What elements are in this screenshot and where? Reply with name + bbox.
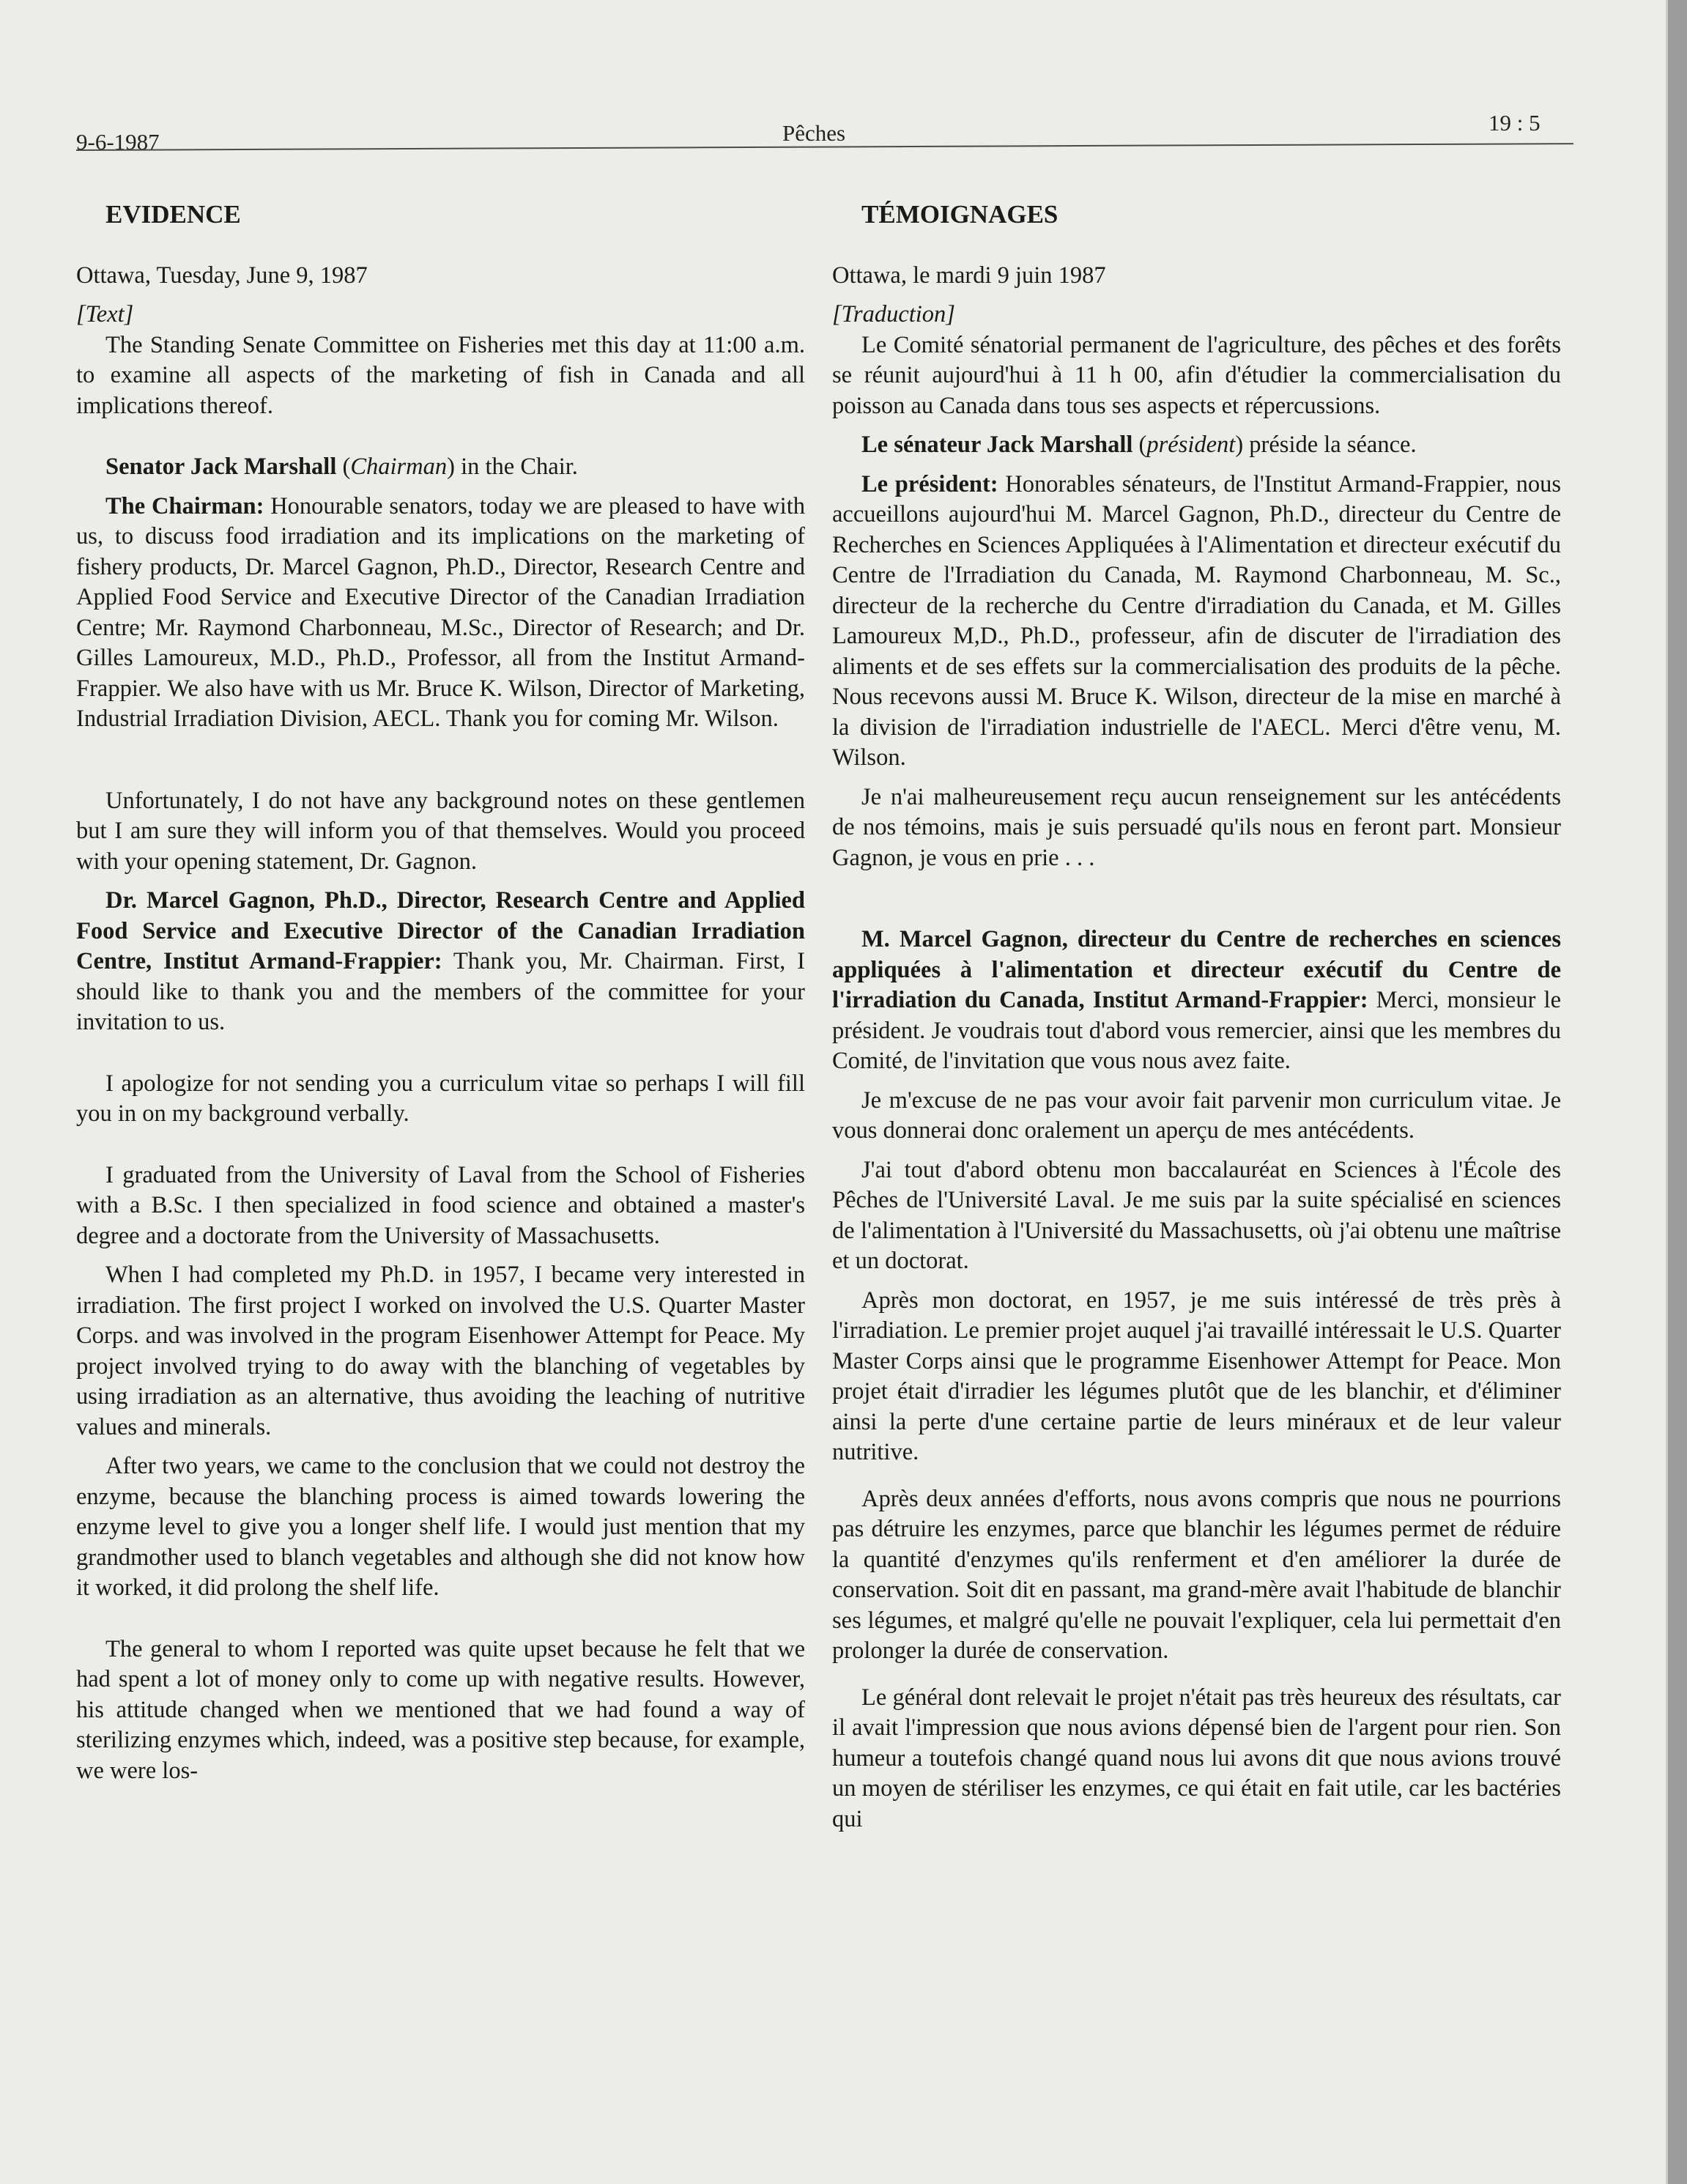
speaker-name: Le président: <box>861 470 998 497</box>
chair-line: Le sénateur Jack Marshall (président) préside la séance. <box>861 432 1417 458</box>
speaker-name: M. Marcel Gagnon, directeur du Centre de recherches en sciences appliquées à l'alimentation et directeur exécutif du Centre de l'irradiation du Canada, Institut Armand-Frappier: <box>832 926 1561 1013</box>
paragraph: When I had completed my Ph.D. in 1957, I became very interested in irradiation. The first project I worked on involved the U.S. Quarter Master Corps. and was involved in the program Eisenhower Attempt for Peace. My project involved trying to do away with the blanching of vegetables by using irradiation as an alternative, thus avoiding the leaching of nutritive values and minerals. <box>76 1262 805 1440</box>
paragraph: Le Comité sénatorial permanent de l'agriculture, des pêches et des forêts se réunit aujourd'hui à 11 h 00, afin d'étudier la commercialisation du poisson au Canada dans tous ses aspects et répercussions. <box>832 331 1561 419</box>
speaker-name: The Chairman: <box>105 492 264 519</box>
speaker-name: Dr. Marcel Gagnon, Ph.D., Director, Research Centre and Applied Food Service and Executive Director of the Canadian Irradiation Centre, Institut Armand-Frappier: <box>76 887 805 974</box>
paragraph: Après deux années d'efforts, nous avons compris que nous ne pourrions pas détruire les enzymes, parce que blanchir les légumes permet de réduire la quantité d'enzymes qu'ils renferment et d'en améliorer la durée de conservation. Soit dit en passant, ma grand-mère avait l'habitude de blanchir ses légumes, et malgré qu'elle ne pouvait l'expliquer, cela lui permettait d'en prolonger la durée de conservation. <box>832 1485 1561 1664</box>
paragraph: Le président: Honorables sénateurs, de l'Institut Armand-Frappier, nous accueillons aujourd'hui M. Marcel Gagnon, Ph.D., directeur du Centre de Recherches en Sciences Appliquées à l'Alimentation et directeur exécutif du Centre de l'Irradiation du Canada, M. Raymond Charbonneau, M. Sc., directeur de la recherche du Centre d'irradiation du Canada, et M. Gilles Lamoureux M,D., Ph.D., professeur, afin de discuter de l'irradiation des aliments et de ses effets sur la commercialisation des produits de la pêche. Nous recevons aussi M. Bruce K. Wilson, directeur de la mise en marché à la division de l'irradiation industrielle de l'AECL. Merci d'être venu, M. Wilson. <box>832 470 1561 771</box>
header-title: Pêches <box>782 120 846 146</box>
section-heading: TÉMOIGNAGES <box>861 200 1058 229</box>
paragraph: I apologize for not sending you a curriculum vitae so perhaps I will fill you in on my background verbally. <box>76 1070 805 1127</box>
paragraph: The Chairman: Honourable senators, today we are pleased to have with us, to discuss food irradiation and its implications on the marketing of fishery products, Dr. Marcel Gagnon, Ph.D., Director, Research Centre and Applied Food Service and Executive Director of the Canadian Irradiation Centre; Mr. Raymond Charbonneau, M.Sc., Director of Research; and Dr. Gilles Lamoureux, M.D., Ph.D., Professor, all from the Institut Armand-Frappier. We also have with us Mr. Bruce K. Wilson, Director of Marketing, Industrial Irradiation Division, AECL. Thank you for coming Mr. Wilson. <box>76 492 805 732</box>
paragraph: Je m'excuse de ne pas vour avoir fait parvenir mon curriculum vitae. Je vous donnerai donc oralement un aperçu de mes antécédents. <box>832 1087 1561 1144</box>
paragraph: I graduated from the University of Laval from the School of Fisheries with a B.Sc. I then specialized in food science and obtained a master's degree and a doctorate from the University of Massachusetts. <box>76 1161 805 1249</box>
dateline: Ottawa, le mardi 9 juin 1987 <box>832 262 1106 289</box>
paragraph: M. Marcel Gagnon, directeur du Centre de recherches en sciences appliquées à l'alimentation et directeur exécutif du Centre de l'irradiation du Canada, Institut Armand-Frappier: Merci, monsieur le président. Je voudrais tout d'abord vous remercier, ainsi que les membres du Comité, de l'invitation que vous nous avez faite. <box>832 926 1561 1074</box>
chair-line: Senator Jack Marshall (Chairman) in the Chair. <box>105 454 578 480</box>
paragraph: Unfortunately, I do not have any background notes on these gentlemen but I am sure they will inform you of that themselves. Would you proceed with your opening statement, Dr. Gagnon. <box>76 787 805 875</box>
section-heading: EVIDENCE <box>105 200 241 229</box>
paragraph: Le général dont relevait le projet n'était pas très heureux des résultats, car il avait l'impression que nous avions dépensé bien de l'argent pour rien. Son humeur a toutefois changé quand nous lui avons dit que nous avions trouvé un moyen de stériliser les enzymes, ce qui était en fait utile, car les bactéries qui <box>832 1684 1561 1832</box>
english-column <box>76 199 805 1786</box>
text-tag: [Text] <box>76 301 134 327</box>
page-edge <box>1668 0 1687 2184</box>
header-page-number: 19 : 5 <box>1488 110 1540 136</box>
french-column <box>832 199 1561 1835</box>
paragraph: Dr. Marcel Gagnon, Ph.D., Director, Research Centre and Applied Food Service and Executive Director of the Canadian Irradiation Centre, Institut Armand-Frappier: Thank you, Mr. Chairman. First, I should like to thank you and the members of the committee for your invitation to us. <box>76 887 805 1035</box>
paragraph: Après mon doctorat, en 1957, je me suis intéressé de très près à l'irradiation. Le premier projet auquel j'ai travaillé intéressait le U.S. Quarter Master Corps ainsi que le programme Eisenhower Attempt for Peace. Mon projet était d'irradier les légumes plutôt que de les blanchir, et d'éliminer ainsi la perte d'une certaine partie de leurs minéraux et de leur valeur nutritive. <box>832 1287 1561 1465</box>
paragraph: After two years, we came to the conclusion that we could not destroy the enzyme, because the blanching process is aimed towards lowering the enzyme level to give you a longer shelf life. I would just mention that my grandmother used to blanch vegetables and although she did not know how it worked, it did prolong the shelf life. <box>76 1453 805 1601</box>
text-tag: [Traduction] <box>832 301 955 327</box>
paragraph: The general to whom I reported was quite upset because he felt that we had spent a lot of money only to come up with negative results. However, his attitude changed when we mentioned that we had found a way of sterilizing enzymes which, indeed, was a positive step because, for example, we were los- <box>76 1635 805 1784</box>
dateline: Ottawa, Tuesday, June 9, 1987 <box>76 262 368 289</box>
paragraph: J'ai tout d'abord obtenu mon baccalauréat en Sciences à l'École des Pêches de l'Université Laval. Je me suis par la suite spécialisé en sciences de l'alimentation à l'Université du Massachusetts, où j'ai obtenu une maîtrise et un doctorat. <box>832 1156 1561 1274</box>
header-date: 9-6-1987 <box>76 129 160 155</box>
paragraph: Je n'ai malheureusement reçu aucun renseignement sur les antécédents de nos témoins, mais je suis persuadé qu'ils nous en feront part. Monsieur Gagnon, je vous en prie . . . <box>832 783 1561 871</box>
paragraph: The Standing Senate Committee on Fisheries met this day at 11:00 a.m. to examine all aspects of the marketing of fish in Canada and all implications thereof. <box>76 331 805 419</box>
